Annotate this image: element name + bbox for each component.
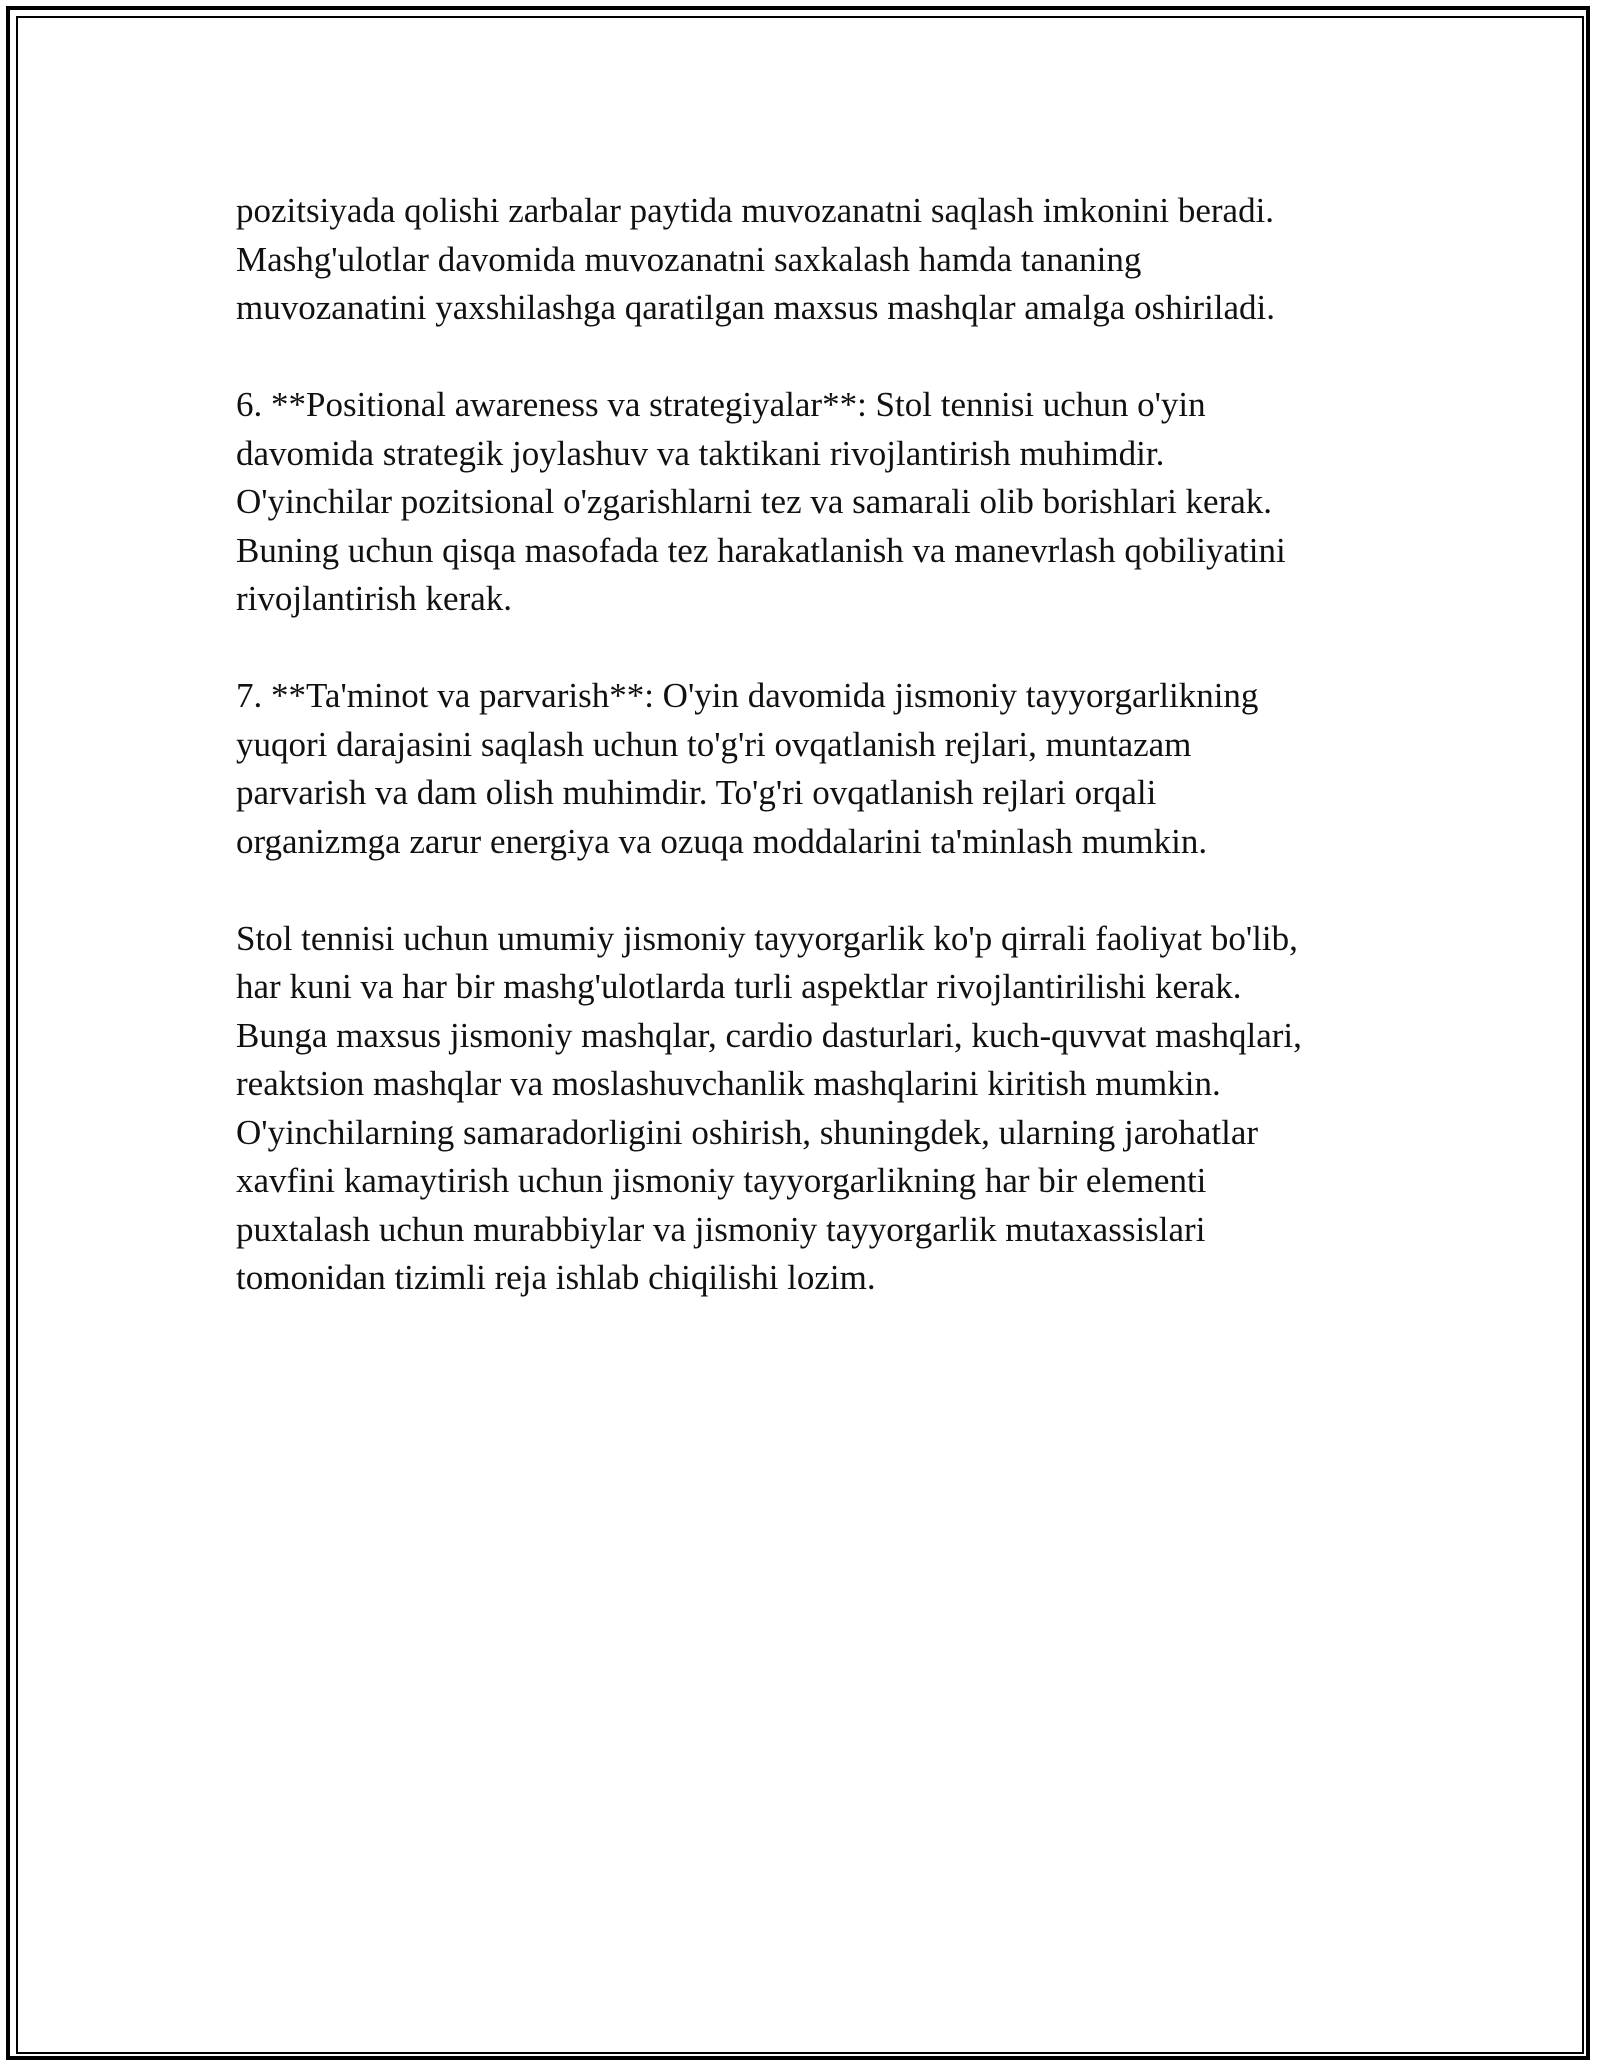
text-line: pozitsiyada qolishi zarbalar paytida muvozanatni saqlash imkonini beradi.	[236, 191, 1275, 230]
text-line: parvarish va dam olish muhimdir. To'g'ri ovqatlanish rejlari orqali	[236, 773, 1157, 812]
text-line: reaktsion mashqlar va moslashuvchanlik mashqlarini kiritish mumkin.	[236, 1064, 1221, 1103]
paragraph-gap	[236, 866, 1376, 915]
text-line: davomida strategik joylashuv va taktikani rivojlantirish muhimdir.	[236, 433, 1165, 473]
text-line: tomonidan tizimli reja ishlab chiqilishi lozim.	[236, 1258, 876, 1297]
text-line: 6. **Positional awareness va strategiyalar**: Stol tennisi uchun o'yin	[236, 385, 1206, 424]
text-line: Mashg'ulotlar davomida muvozanatni saxkalash hamda tananing	[236, 239, 1142, 279]
text-line: Buning uchun qisqa masofada tez harakatlanish va manevrlash qobiliyatini	[236, 530, 1286, 570]
text-line: Stol tennisi uchun umumiy jismoniy tayyorgarlik ko'p qirrali faoliyat bo'lib,	[236, 918, 1298, 958]
paragraph-nutrition-care	[236, 672, 1376, 866]
text-line: organizmga zarur energiya va ozuqa moddalarini ta'minlash mumkin.	[236, 821, 1208, 861]
text-line: O'yinchilarning samaradorligini oshirish, shuningdek, ularning jarohatlar	[236, 1112, 1259, 1152]
text-line: muvozanatini yaxshilashga qaratilgan maxsus mashqlar amalga oshiriladi.	[236, 288, 1276, 327]
paragraph-conclusion	[236, 915, 1376, 1303]
paragraph-balance	[236, 187, 1376, 333]
text-line: har kuni va har bir mashg'ulotlarda turli aspektlar rivojlantirilishi kerak.	[236, 967, 1242, 1006]
paragraph-positional-awareness	[236, 381, 1376, 624]
document-body	[236, 187, 1376, 1303]
text-line: yuqori darajasini saqlash uchun to'g'ri ovqatlanish rejlari, muntazam	[236, 724, 1192, 764]
text-line: rivojlantirish kerak.	[236, 579, 513, 618]
paragraph-gap	[236, 624, 1376, 673]
text-line: O'yinchilar pozitsional o'zgarishlarni tez va samarali olib borishlari kerak.	[236, 482, 1273, 521]
text-line: Bunga maxsus jismoniy mashqlar, cardio dasturlari, kuch-quvvat mashqlari,	[236, 1015, 1302, 1055]
text-line: puxtalash uchun murabbiylar va jismoniy tayyorgarlik mutaxassislari	[236, 1209, 1206, 1249]
text-line: 7. **Ta'minot va parvarish**: O'yin davomida jismoniy tayyorgarlikning	[236, 676, 1259, 715]
paragraph-gap	[236, 333, 1376, 382]
text-line: xavfini kamaytirish uchun jismoniy tayyorgarlikning har bir elementi	[236, 1161, 1207, 1200]
